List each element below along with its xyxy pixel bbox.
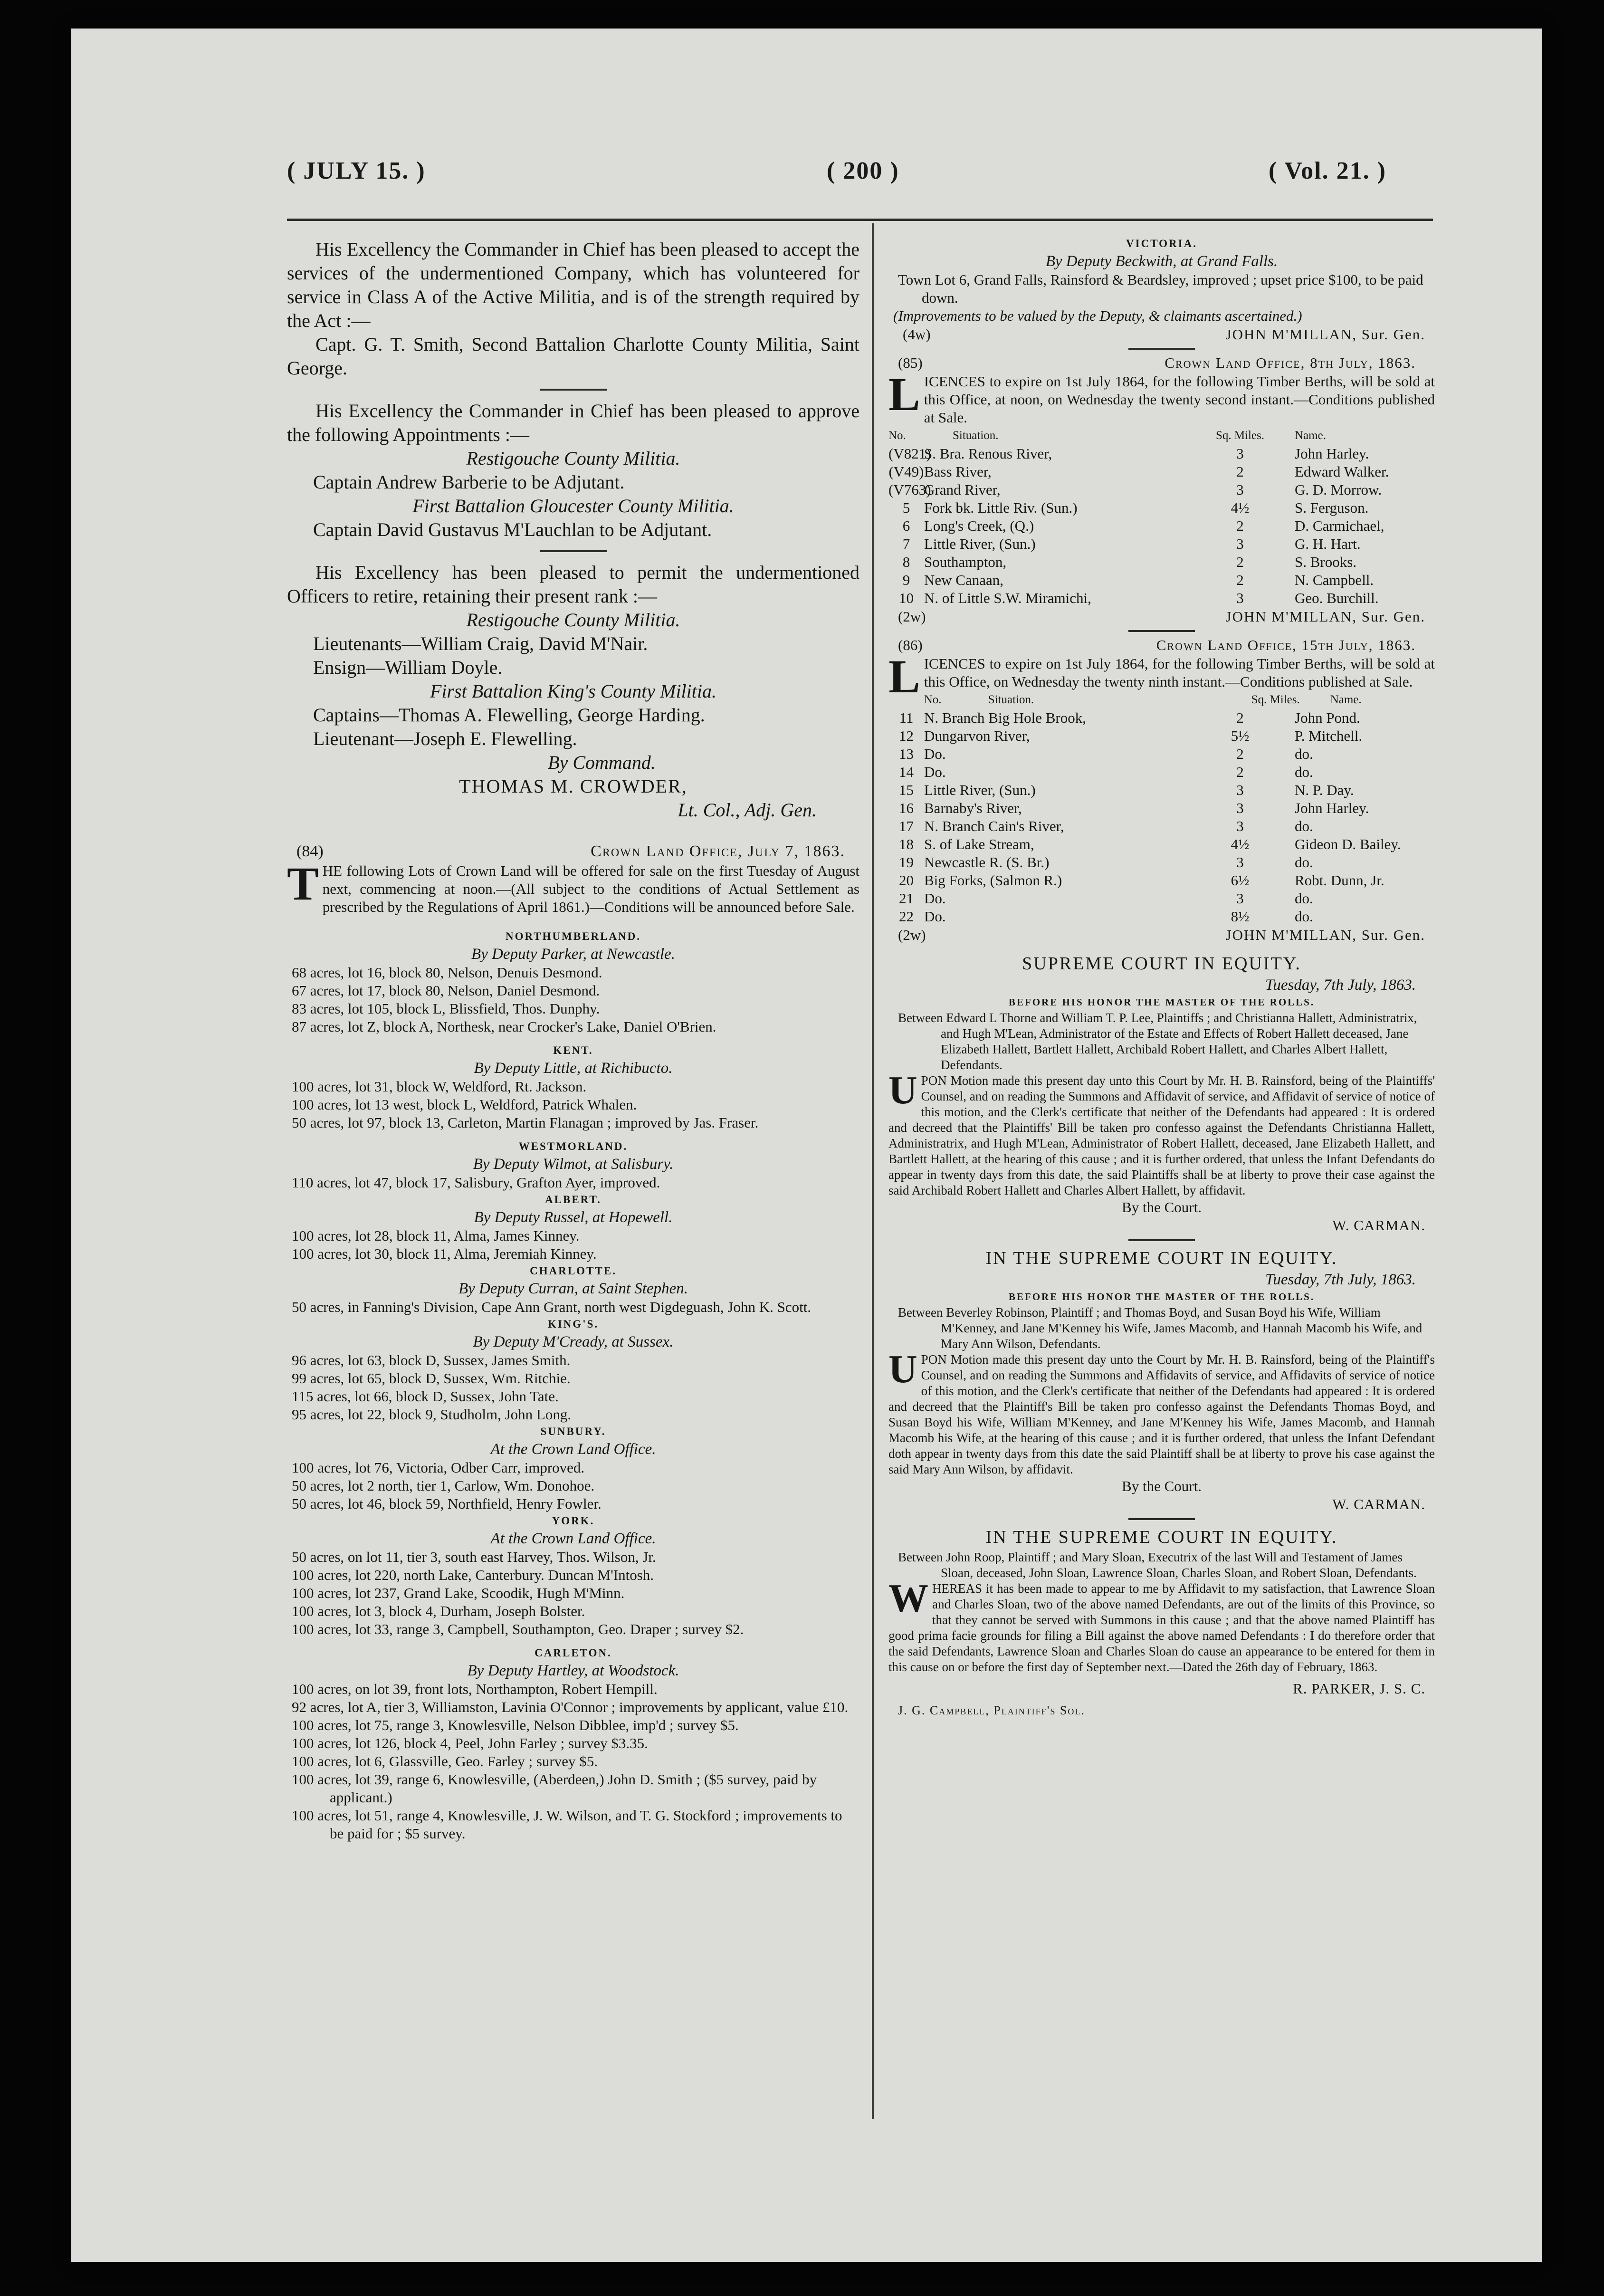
berth-sq-miles: 2 [1236, 764, 1244, 780]
lot-entry: 87 acres, lot Z, block A, Northesk, near Crocker's Lake, Daniel O'Brien. [292, 1018, 716, 1035]
court-parties: Between Edward L Thorne and William T. P. Lee, Plaintiffs ; and Christianna Hallett, Administratrix, and Hugh M'Lean, Administrator of the Estate and Effects of Robert Hallett deceased, Jane Elizabeth Hallett, Bartlett Hallett, Archibald Robert Hallett, and Charles Albert Hallett, Defendants. [898, 1011, 1417, 1072]
drop-cap: L [888, 650, 920, 703]
lot-entry: 100 acres, lot 76, Victoria, Odber Carr, improved. [292, 1459, 585, 1476]
by-the-court: By the Court. [1122, 1478, 1202, 1494]
deputy-line: By Deputy Curran, at Saint Stephen. [458, 1280, 688, 1297]
berth-number: 12 [899, 727, 914, 744]
deputy-line: At the Crown Land Office. [490, 1441, 656, 1458]
retirement-line: Ensign—William Doyle. [313, 657, 503, 678]
surveyor-signature: JOHN M'MILLAN, Sur. Gen. [1225, 608, 1425, 625]
berth-situation: Big Forks, (Salmon R.) [924, 872, 1062, 889]
berth-number: 7 [902, 536, 910, 552]
timber-berth-row [888, 871, 1435, 890]
berth-sq-miles: 2 [1236, 554, 1244, 570]
timber-berth-row [888, 709, 1435, 727]
notice-office-date: Crown Land Office, 15th July, 1863. [1156, 637, 1416, 653]
berth-name: N. P. Day. [1295, 782, 1354, 798]
berth-number: 8 [902, 554, 910, 570]
lot-entry: 100 acres, lot 51, range 4, Knowlesville, J. W. Wilson, and T. G. Stockford ; improvements to be paid for ; $5 survey. [292, 1807, 842, 1842]
lot-entry: 100 acres, lot 126, block 4, Peel, John Farley ; survey $3.35. [292, 1735, 648, 1751]
notice-text: HE following Lots of Crown Land will be offered for sale on the first Tuesday of August next, commencing at noon.—(All subject to the conditions of Actual Settlement as prescribed by the Regulations of April 1861.)—Conditions will be announced before Sale. [322, 862, 859, 915]
berth-number: 19 [899, 854, 914, 871]
timber-berth-row [888, 589, 1435, 607]
notice-paragraph: His Excellency the Commander in Chief has been pleased to accept the services of the undermentioned Company, which has volunteered for service in Class A of the Active Militia, and is of the strength required by the Act :— [287, 239, 859, 331]
berth-situation: Newcastle R. (S. Br.) [924, 854, 1050, 871]
timber-berth-row [888, 745, 1435, 763]
lot-entry: 95 acres, lot 22, block 9, Studholm, John Long. [292, 1406, 572, 1423]
section-rule [1128, 630, 1195, 632]
militia-heading: First Battalion King's County Militia. [430, 680, 717, 702]
berth-name: do. [1295, 764, 1313, 780]
order-text: HEREAS it has been made to appear to me by Affidavit to my satisfaction, that Lawrence Sloan and Charles Sloan, two of the above named Defendants, are out of the limits of this Province, so that they cannot be served with Summons in this cause ; and that the above named Plaintiff has good prima facie grounds for filing a Bill against the above named Defendants : I do therefore order that the said Defendants, Lawrence Sloan and Charles Sloan do cause an appearance to be entered for them in this cause on or before the first day of September next.—Dated the 26th day of February, 1863. [888, 1581, 1435, 1674]
header-date: ( JULY 15. ) [287, 157, 426, 184]
berth-sq-miles: 5½ [1231, 727, 1250, 744]
section-rule [540, 550, 607, 552]
notice-84-header [287, 841, 859, 862]
col-sq-miles: Sq. Miles. [1251, 693, 1300, 706]
berth-number: 10 [899, 590, 914, 606]
berth-sq-miles: 3 [1236, 445, 1244, 462]
header-page-number: ( 200 ) [827, 157, 899, 184]
deputy-line: At the Crown Land Office. [490, 1530, 656, 1547]
timber-berth-row [888, 781, 1435, 799]
berth-situation: N. Branch Big Hole Brook, [924, 709, 1086, 726]
court-heading: SUPREME COURT IN EQUITY. [1022, 954, 1301, 974]
lot-entry: 67 acres, lot 17, block 80, Nelson, Daniel Desmond. [292, 982, 600, 999]
improvements-note: (Improvements to be valued by the Deputy, & claimants ascertained.) [893, 307, 1302, 324]
timber-berth-row [888, 571, 1435, 589]
court-before: BEFORE HIS HONOR THE MASTER OF THE ROLLS. [1008, 996, 1315, 1008]
berth-sq-miles: 3 [1236, 854, 1244, 871]
drop-cap: W [888, 1576, 928, 1620]
berth-situation: Do. [924, 890, 946, 907]
deputy-line: By Deputy M'Cready, at Sussex. [473, 1333, 674, 1350]
lot-entry: 100 acres, on lot 39, front lots, Northampton, Robert Hempill. [292, 1681, 658, 1697]
notice-office-date: Crown Land Office, 8th July, 1863. [1165, 354, 1416, 371]
lot-entry: 100 acres, lot 33, range 3, Campbell, Southampton, Geo. Draper ; survey $2. [292, 1621, 744, 1637]
berth-name: Geo. Burchill. [1295, 590, 1379, 606]
berth-situation: Fork bk. Little Riv. (Sun.) [924, 499, 1078, 516]
deputy-line: By Deputy Wilmot, at Salisbury. [473, 1156, 674, 1173]
lot-entry: 100 acres, lot 6, Glassville, Geo. Farley ; survey $5. [292, 1753, 598, 1770]
deputy-line: By Deputy Little, at Richibucto. [474, 1060, 673, 1077]
retirement-line: Lieutenant—Joseph E. Flewelling. [313, 728, 577, 749]
drop-cap: U [888, 1068, 917, 1112]
lot-entry: 50 acres, lot 2 north, tier 1, Carlow, Wm. Donohoe. [292, 1477, 595, 1494]
berth-number: 5 [902, 499, 910, 516]
county-heading: VICTORIA. [1126, 238, 1197, 249]
court-parties: Between John Roop, Plaintiff ; and Mary Sloan, Executrix of the last Will and Testament of James Sloan, deceased, John Sloan, Lawrence Sloan, Charles Sloan, and Robert Sloan, Defendants. [898, 1550, 1417, 1580]
signature-name: THOMAS M. CROWDER, [459, 775, 687, 797]
section-rule [1128, 348, 1195, 350]
county-heading: WESTMORLAND. [518, 1140, 628, 1152]
lot-entry: Town Lot 6, Grand Falls, Rainsford & Beardsley, improved ; upset price $100, to be paid down. [898, 271, 1423, 306]
berth-number: 14 [899, 764, 914, 780]
lot-entry: 115 acres, lot 66, block D, Sussex, John Tate. [292, 1388, 559, 1405]
court-signature: W. CARMAN. [1332, 1496, 1425, 1512]
berth-number: 20 [899, 872, 914, 889]
berth-sq-miles: 2 [1236, 572, 1244, 588]
berth-number: (V763) [888, 481, 931, 498]
berth-name: do. [1295, 908, 1313, 925]
timber-berth-row [888, 763, 1435, 781]
deputy-line: By Deputy Hartley, at Woodstock. [467, 1662, 679, 1679]
surveyor-signature: JOHN M'MILLAN, Sur. Gen. [1225, 927, 1425, 943]
lot-entry: 100 acres, lot 13 west, block L, Weldford, Patrick Whalen. [292, 1096, 637, 1113]
by-the-court: By the Court. [1122, 1199, 1202, 1215]
court-before: BEFORE HIS HONOR THE MASTER OF THE ROLLS. [1008, 1291, 1315, 1302]
court-date: Tuesday, 7th July, 1863. [1265, 1271, 1416, 1288]
section-rule [540, 389, 607, 391]
notice-number: (4w) [903, 326, 931, 343]
notice-office-date: Crown Land Office, July 7, 1863. [591, 842, 845, 860]
lot-entry: 100 acres, lot 237, Grand Lake, Scoodik, Hugh M'Minn. [292, 1585, 625, 1601]
timber-table-header [888, 427, 1435, 445]
signature-title: Lt. Col., Adj. Gen. [678, 799, 817, 821]
lot-entry: 100 acres, lot 28, block 11, Alma, James Kinney. [292, 1227, 580, 1244]
timber-berth-row [888, 481, 1435, 499]
berth-number: 9 [902, 572, 910, 588]
left-column [287, 238, 859, 1843]
berth-sq-miles: 3 [1236, 890, 1244, 907]
lot-entry: 50 acres, on lot 11, tier 3, south east Harvey, Thos. Wilson, Jr. [292, 1549, 656, 1565]
notice-number: (84) [296, 842, 324, 860]
lot-entry: 92 acres, lot A, tier 3, Williamston, Lavinia O'Connor ; improvements by applicant, value £10. [292, 1699, 849, 1715]
berth-name: do. [1295, 854, 1313, 871]
berth-sq-miles: 2 [1236, 517, 1244, 534]
court-heading: IN THE SUPREME COURT IN EQUITY. [985, 1527, 1338, 1547]
militia-heading: Restigouche County Militia. [466, 448, 680, 469]
drop-cap: T [287, 857, 319, 910]
berth-name: Robt. Dunn, Jr. [1295, 872, 1384, 889]
militia-heading: First Battalion Gloucester County Militia. [412, 495, 734, 517]
berth-number: 16 [899, 800, 914, 816]
berth-situation: Grand River, [924, 481, 1001, 498]
notice-85-header [888, 354, 1435, 373]
county-heading: NORTHUMBERLAND. [505, 930, 641, 942]
berth-name: Edward Walker. [1295, 463, 1389, 480]
berth-number: 22 [899, 908, 914, 925]
berth-sq-miles: 6½ [1231, 872, 1250, 889]
berth-sq-miles: 4½ [1231, 836, 1250, 852]
col-no: No. [924, 693, 942, 706]
berth-situation: Long's Creek, (Q.) [924, 517, 1034, 534]
berth-name: D. Carmichael, [1295, 517, 1384, 534]
timber-berth-row [888, 535, 1435, 553]
notice-number: (86) [898, 637, 923, 653]
berth-sq-miles: 2 [1236, 709, 1244, 726]
berth-situation: Little River, (Sun.) [924, 782, 1036, 798]
berth-situation: Little River, (Sun.) [924, 536, 1036, 552]
notice-85-body [888, 368, 1435, 427]
berth-name: Gideon D. Bailey. [1295, 836, 1401, 852]
notice-number: (2w) [898, 608, 926, 625]
berth-number: (V821) [888, 445, 931, 462]
drop-cap: L [888, 368, 920, 421]
timber-berth-row [888, 908, 1435, 926]
militia-heading: Restigouche County Militia. [466, 609, 680, 631]
berth-name: John Pond. [1295, 709, 1360, 726]
lot-entry: 50 acres, lot 97, block 13, Carleton, Martin Flanagan ; improved by Jas. Fraser. [292, 1114, 759, 1131]
berth-situation: S. of Lake Stream, [924, 836, 1034, 852]
timber-table-85 [888, 445, 1435, 607]
signature-row [888, 325, 1435, 344]
berth-name: G. H. Hart. [1295, 536, 1361, 552]
col-no: No. [888, 429, 906, 442]
timber-berth-row [888, 463, 1435, 481]
court-order [888, 1576, 1435, 1675]
section-rule [1128, 1239, 1195, 1241]
drop-cap: U [888, 1347, 917, 1391]
timber-berth-row [888, 445, 1435, 463]
berth-number: (V49) [888, 463, 924, 480]
court-order [888, 1347, 1435, 1477]
timber-berth-row [888, 853, 1435, 871]
lot-entry: 99 acres, lot 65, block D, Sussex, Wm. Ritchie. [292, 1370, 571, 1387]
berth-situation: Barnaby's River, [924, 800, 1022, 816]
notice-number: (2w) [898, 927, 926, 943]
timber-table-header [924, 691, 1435, 709]
newspaper-page [71, 29, 1542, 2262]
page-header [71, 29, 1542, 184]
lot-entry: 100 acres, lot 39, range 6, Knowlesville, (Aberdeen,) John D. Smith ; ($5 survey, paid by applicant.) [292, 1771, 817, 1806]
berth-situation: New Canaan, [924, 572, 1003, 588]
berth-situation: N. Branch Cain's River, [924, 818, 1064, 834]
berth-sq-miles: 2 [1236, 746, 1244, 762]
court-heading: IN THE SUPREME COURT IN EQUITY. [985, 1248, 1338, 1268]
lot-entry: 50 acres, in Fanning's Division, Cape Ann Grant, north west Digdeguash, John K. Scott. [292, 1299, 812, 1315]
notice-86-header [888, 636, 1435, 655]
retirement-line: Lieutenants—William Craig, David M'Nair. [313, 633, 648, 654]
timber-berth-row [888, 499, 1435, 517]
berth-number: 17 [899, 818, 914, 834]
timber-table-86 [888, 709, 1435, 926]
section-rule [1128, 1518, 1195, 1520]
berth-situation: Do. [924, 908, 946, 925]
lot-entry: 100 acres, lot 75, range 3, Knowlesville, Nelson Dibblee, imp'd ; survey $5. [292, 1717, 739, 1733]
berth-sq-miles: 3 [1236, 800, 1244, 816]
berth-sq-miles: 3 [1236, 481, 1244, 498]
right-column [888, 238, 1435, 1720]
berth-situation: N. of Little S.W. Miramichi, [924, 590, 1091, 606]
county-heading: ALBERT. [545, 1194, 602, 1205]
lot-entry: 110 acres, lot 47, block 17, Salisbury, Grafton Ayer, improved. [292, 1174, 660, 1191]
header-volume: ( Vol. 21. ) [1269, 157, 1386, 184]
berth-situation: Dungarvon River, [924, 727, 1030, 744]
notice-text: ICENCES to expire on 1st July 1864, for the following Timber Berths, will be sold at this Office, at noon, on Wednesday the twenty second instant.—Conditions published at Sale. [924, 373, 1435, 426]
berth-number: 21 [899, 890, 914, 907]
berth-sq-miles: 2 [1236, 463, 1244, 480]
berth-sq-miles: 3 [1236, 536, 1244, 552]
berth-number: 11 [899, 709, 914, 726]
county-heading: SUNBURY. [540, 1425, 606, 1437]
appointment-line: Captain David Gustavus M'Lauchlan to be Adjutant. [313, 519, 712, 540]
order-text: PON Motion made this present day unto this Court by Mr. H. B. Rainsford, being of the Plaintiffs' Counsel, and on reading the Summons and Affidavit of service, and Affidavit of service of notice of this motion, and the Clerk's certificate that neither of the Defendants had appeared : It is ordered and decreed that the Plaintiffs' Bill be taken pro confesso against the Defendants Christianna Hallett, Administratrix, and Hugh M'Lean, Administrator of Robert Hallett, deceased, Jane Elizabeth Hallett, and Bartlett Hallett, at the hearing of this cause ; and it is further ordered, that unless the Infant Defendants do appear in twenty days from this date, the said Plaintiffs shall be at liberty to prove their case against the said Archibald Robert Hallett and Charles Albert Hallett, by affidavit. [888, 1073, 1435, 1197]
order-text: PON Motion made this present day unto the Court by Mr. H. B. Rainsford, being of the Plaintiff's Counsel, and on reading the Summons and Affidavits of service, and Affidavits of service of notice of this motion, and the Clerk's certificate that neither of the Defendants had appeared : It is ordered and decreed that the Plaintiff's Bill be taken pro confesso against the Defendants Thomas Boyd, and Susan Boyd his Wife, William M'Kenney, and Jane M'Kenney his Wife, James Macomb, and Hannah Macomb his Wife, at the hearing of this cause ; and it is further ordered, that unless the Infant Defendant doth appear in twenty days from this date the said Plaintiff shall be at liberty to prove his case against the said Mary Ann Wilson, by affidavit. [888, 1352, 1435, 1476]
header-rule [287, 219, 1433, 221]
timber-berth-row [888, 517, 1435, 535]
col-sq-miles: Sq. Miles. [1215, 429, 1265, 442]
lot-entry: 100 acres, lot 220, north Lake, Canterbury. Duncan M'Intosh. [292, 1567, 654, 1583]
berth-name: S. Ferguson. [1295, 499, 1369, 516]
timber-berth-row [888, 799, 1435, 817]
county-heading: KENT. [553, 1044, 593, 1056]
timber-berth-row [888, 890, 1435, 908]
appointment-line: Captain Andrew Barberie to be Adjutant. [313, 471, 625, 493]
berth-name: P. Mitchell. [1295, 727, 1363, 744]
solicitor-line: J. G. Campbell, Plaintiff's Sol. [898, 1703, 1085, 1717]
berth-sq-miles: 4½ [1231, 499, 1250, 516]
county-heading: KING'S. [547, 1318, 599, 1330]
col-name: Name. [1295, 429, 1326, 442]
notice-paragraph: His Excellency has been pleased to permit the undermentioned Officers to retire, retaining their present rank :— [287, 562, 859, 607]
retirement-line: Captains—Thomas A. Flewelling, George Harding. [313, 704, 705, 726]
berth-name: do. [1295, 890, 1313, 907]
berth-number: 13 [899, 746, 914, 762]
timber-berth-row [888, 553, 1435, 571]
berth-situation: Bass River, [924, 463, 992, 480]
court-date: Tuesday, 7th July, 1863. [1265, 976, 1416, 994]
deputy-line: By Deputy Beckwith, at Grand Falls. [1045, 253, 1278, 270]
lot-entry: 50 acres, lot 46, block 59, Northfield, Henry Fowler. [292, 1495, 602, 1512]
signature-row [888, 926, 1435, 945]
court-signature: R. PARKER, J. S. C. [1293, 1680, 1425, 1697]
berth-sq-miles: 3 [1236, 818, 1244, 834]
notice-number: (85) [898, 354, 923, 371]
notice-paragraph: Capt. G. T. Smith, Second Battalion Charlotte County Militia, Saint George. [287, 334, 859, 379]
berth-sq-miles: 3 [1236, 782, 1244, 798]
deputy-line: By Deputy Parker, at Newcastle. [471, 946, 675, 963]
signature-row [888, 607, 1435, 626]
column-divider [872, 223, 874, 2119]
col-name: Name. [1330, 693, 1362, 706]
berth-name: John Harley. [1295, 800, 1369, 816]
notice-paragraph: His Excellency the Commander in Chief has been pleased to approve the following Appointments :— [287, 400, 859, 445]
berth-sq-miles: 8½ [1231, 908, 1250, 925]
berth-name: John Harley. [1295, 445, 1369, 462]
timber-berth-row [888, 835, 1435, 853]
berth-situation: S. Bra. Renous River, [924, 445, 1052, 462]
berth-situation: Southampton, [924, 554, 1007, 570]
berth-name: do. [1295, 818, 1313, 834]
county-heading: CHARLOTTE. [530, 1265, 617, 1277]
berth-name: N. Campbell. [1295, 572, 1374, 588]
berth-situation: Do. [924, 764, 946, 780]
deputy-line: By Deputy Russel, at Hopewell. [474, 1209, 673, 1226]
by-command: By Command. [548, 752, 656, 773]
court-parties: Between Beverley Robinson, Plaintiff ; and Thomas Boyd, and Susan Boyd his Wife, William M'Kenney, and Jane M'Kenney his Wife, James Macomb, and Hannah Macomb his Wife, and Mary Ann Wilson, Defendants. [898, 1305, 1423, 1351]
notice-text: ICENCES to expire on 1st July 1864, for the following Timber Berths, will be sold at this Office, on Wednesday the twenty ninth instant.—Conditions published at Sale. [924, 655, 1435, 690]
berth-name: G. D. Morrow. [1295, 481, 1382, 498]
col-situation: Situation. [988, 693, 1034, 706]
notice-84-body [287, 857, 859, 916]
timber-berth-row [888, 727, 1435, 745]
lot-entry: 83 acres, lot 105, block L, Blissfield, Thos. Dunphy. [292, 1000, 600, 1017]
berth-number: 18 [899, 836, 914, 852]
berth-name: S. Brooks. [1295, 554, 1357, 570]
lot-entry: 100 acres, lot 30, block 11, Alma, Jeremiah Kinney. [292, 1245, 597, 1262]
county-heading: CARLETON. [535, 1647, 612, 1659]
lot-entry: 100 acres, lot 3, block 4, Durham, Joseph Bolster. [292, 1603, 585, 1619]
lot-entry: 68 acres, lot 16, block 80, Nelson, Denuis Desmond. [292, 964, 602, 981]
berth-number: 6 [902, 517, 910, 534]
berth-situation: Do. [924, 746, 946, 762]
court-order [888, 1068, 1435, 1198]
berth-sq-miles: 3 [1236, 590, 1244, 606]
berth-number: 15 [899, 782, 914, 798]
lot-entry: 96 acres, lot 63, block D, Sussex, James Smith. [292, 1352, 571, 1368]
lot-entry: 100 acres, lot 31, block W, Weldford, Rt. Jackson. [292, 1078, 587, 1095]
court-signature: W. CARMAN. [1332, 1217, 1425, 1234]
surveyor-signature: JOHN M'MILLAN, Sur. Gen. [1225, 326, 1425, 343]
county-heading: YORK. [552, 1515, 595, 1527]
col-situation: Situation. [953, 429, 999, 442]
berth-name: do. [1295, 746, 1313, 762]
timber-berth-row [888, 817, 1435, 835]
